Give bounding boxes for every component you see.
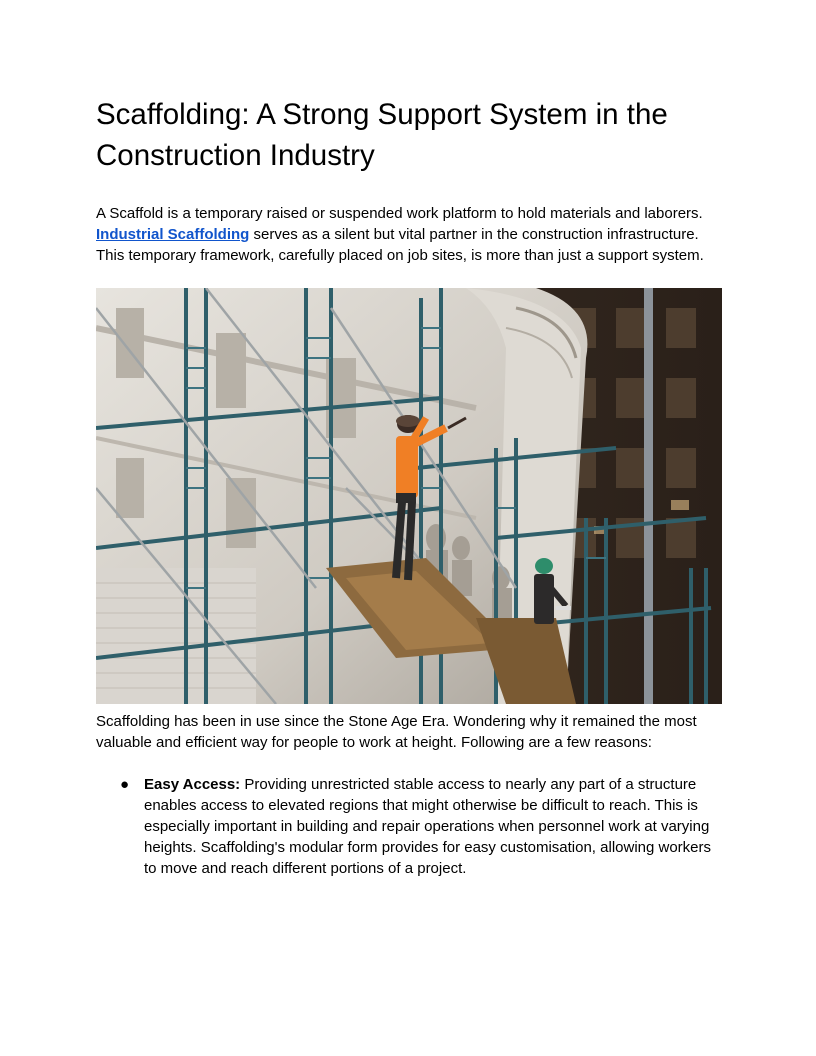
- bullet-heading: Easy Access:: [144, 776, 241, 793]
- bullet-text: Providing unrestricted stable access to nearly any part of a structure enables access to elevated regions that might otherwise be difficult to reach. This is especially important in building and repair operations when personnel work at varying heights. Scaffolding's modular form provides for easy customisation, allowing workers to move and reach different portions of a project.: [144, 776, 712, 877]
- reasons-intro-paragraph: Scaffolding has been in use since the Stone Age Era. Wondering why it remained the most valuable and efficient way for people to work at height. Following are a few reasons:: [96, 713, 697, 751]
- document-title: Scaffolding: A Strong Support System in the Construction Industry: [96, 98, 668, 172]
- bullet-marker: ●: [120, 776, 130, 793]
- reasons-list: [96, 774, 722, 879]
- industrial-scaffolding-link[interactable]: Industrial Scaffolding: [96, 226, 250, 243]
- list-item: [96, 774, 722, 879]
- scaffolding-photo: [96, 288, 722, 704]
- intro-text-after-link: serves as a silent but vital partner in the construction infrastructure. This temporary framework, carefully placed on job sites, is more than just a support system.: [96, 226, 704, 264]
- intro-text-before-link: A Scaffold is a temporary raised or suspended work platform to hold materials and laborers.: [96, 205, 703, 222]
- document-page: [96, 94, 722, 879]
- intro-paragraph: [96, 203, 722, 266]
